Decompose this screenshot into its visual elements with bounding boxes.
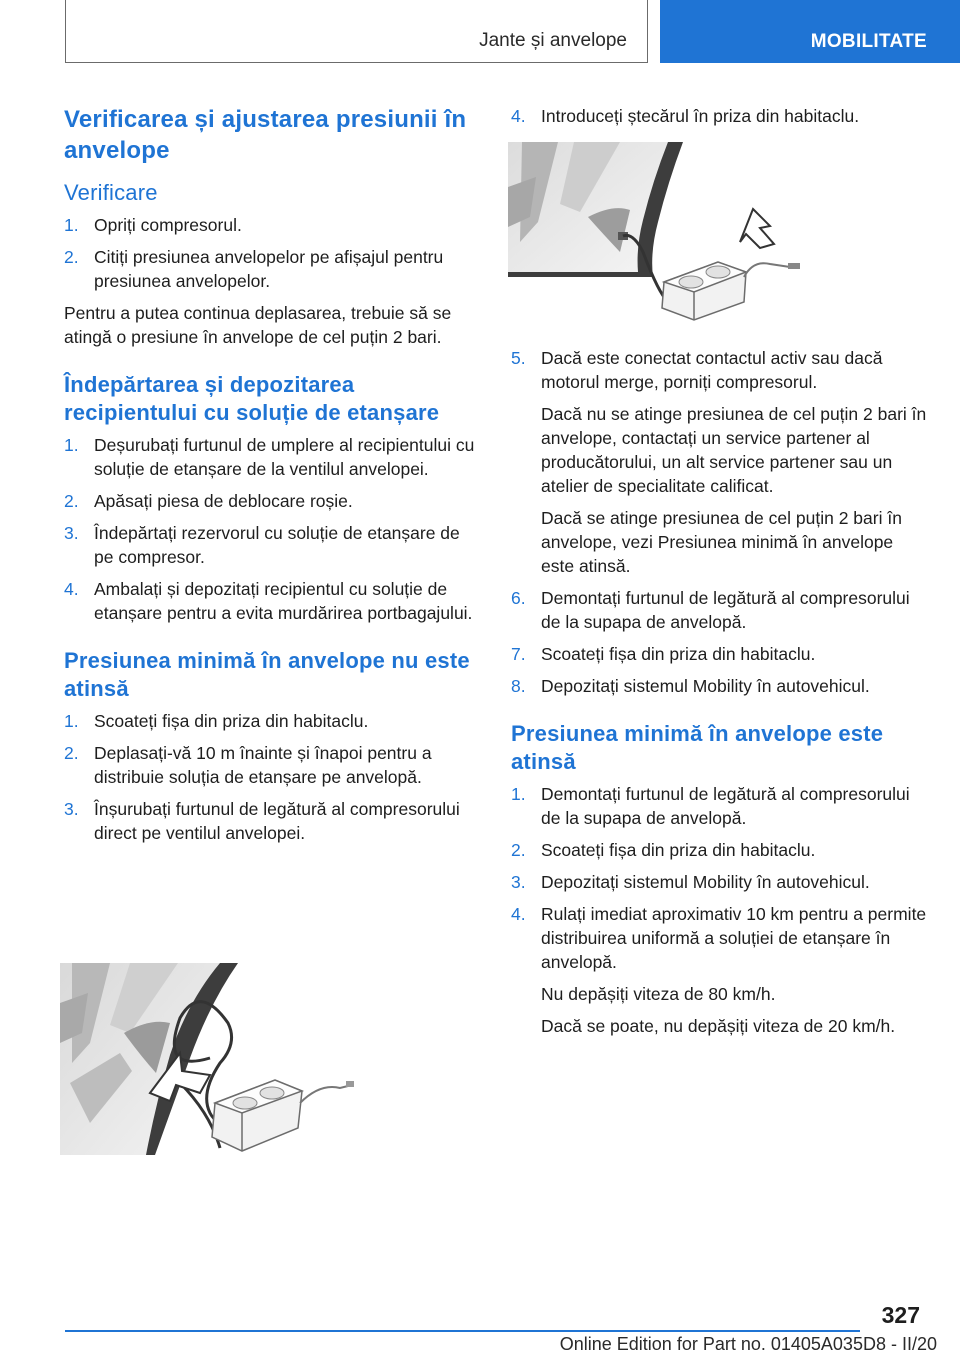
step-text: Scoateți fișa din priza din habitaclu. (94, 711, 369, 731)
section-heading-reached: Presiunea minimă în anvelope este atinsă (511, 721, 884, 774)
step-number: 5. (511, 348, 526, 368)
step-number: 1. (64, 435, 79, 455)
list-item (511, 902, 931, 1038)
step-number: 1. (511, 784, 526, 804)
removal-steps (64, 433, 484, 625)
step-text: Înșurubați furtunul de legătură al compresorului direct pe ventilul anvelopei. (94, 799, 460, 843)
step-text: Ambalați și depozitați recipientul cu soluție de etanșare pentru a evita murdărirea portbagajului. (94, 579, 473, 623)
header-section-title: Jante și anvelope (479, 30, 627, 51)
step-text: Scoateți fișa din priza din habitaclu. (541, 840, 816, 860)
section-heading-removal: Îndepărtarea și depozitarea recipientului cu soluție de etanșare (64, 372, 440, 425)
list-item (511, 870, 931, 894)
page-number: 327 (881, 1302, 920, 1328)
step-number: 2. (64, 491, 79, 511)
continued-steps (511, 104, 931, 128)
step-text: Scoateți fișa din priza din habitaclu. (541, 644, 816, 664)
list-item (64, 245, 484, 293)
wheel-compressor-plug-illustration-icon (508, 142, 806, 328)
list-item (511, 586, 931, 634)
step-text: Rulați imediat aproximativ 10 km pentru a permite distribuirea uniformă a soluției de etanșare în anvelopă. (541, 904, 927, 972)
step-text: Dacă este conectat contactul activ sau dacă motorul merge, porniți compresorul. (541, 348, 883, 392)
after-image-steps (511, 346, 931, 698)
step-number: 6. (511, 588, 526, 608)
step-number: 4. (64, 579, 79, 599)
wheel-compressor-hose-illustration-icon (60, 963, 360, 1155)
list-item (511, 642, 931, 666)
step-number: 3. (64, 799, 79, 819)
step-number: 4. (511, 106, 526, 126)
list-item (511, 838, 931, 862)
step-text: Opriți compresorul. (94, 215, 242, 235)
chapter-tab-label: MOBILITATE (810, 31, 927, 52)
list-item (511, 782, 931, 830)
footer-edition: Online Edition for Part no. 01405A035D8 - II/20 (559, 1334, 937, 1354)
list-item (511, 346, 931, 578)
footer-divider (65, 1330, 860, 1332)
step-text: Apăsați piesa de deblocare roșie. (94, 491, 353, 511)
step-number: 2. (64, 247, 79, 267)
step-number: 3. (511, 872, 526, 892)
list-item (64, 433, 484, 481)
step-number: 1. (64, 711, 79, 731)
step-number: 4. (511, 904, 526, 924)
left-column (64, 104, 484, 853)
step-text: Introduceți ștecărul în priza din habitaclu. (541, 106, 860, 126)
section-heading-check: Verificare (64, 180, 158, 205)
chapter-tab[interactable] (660, 0, 960, 63)
list-item (64, 489, 484, 513)
list-item (64, 577, 484, 625)
step-text: Deșurubați furtunul de umplere al recipientului cu soluție de etanșare de la ventilul anvelopei. (94, 435, 475, 479)
step-text: Dacă nu se atinge presiunea de cel puțin 2 bari în anvelope, contactați un service partener al producătorului, un alt service partener sau un atelier de specialitate calificat. (541, 404, 927, 496)
check-steps (64, 213, 484, 293)
section-heading-not-reached: Presiunea minimă în anvelope nu este atinsă (64, 648, 470, 701)
step-number: 1. (64, 215, 79, 235)
step-text: Demontați furtunul de legătură al compresorului de la supapa de anvelopă. (541, 784, 910, 828)
list-item (64, 797, 484, 845)
check-note: Pentru a putea continua deplasarea, trebuie să se atingă o presiune în anvelope de cel puțin 2 bari. (64, 303, 452, 347)
step-text: Depozitați sistemul Mobility în autovehicul. (541, 872, 870, 892)
list-item (64, 521, 484, 569)
list-item (64, 741, 484, 789)
step-number: 7. (511, 644, 526, 664)
step-text: Nu depășiți viteza de 80 km/h. (541, 984, 776, 1004)
list-item (64, 213, 484, 237)
right-column (511, 104, 931, 1046)
step-text: Dacă se poate, nu depășiți viteza de 20 km/h. (541, 1016, 896, 1036)
step-text: Dacă se atinge presiunea de cel puțin 2 bari în anvelope, vezi Presiunea minimă în anvelope este atinsă. (541, 508, 902, 576)
list-item (511, 104, 931, 128)
step-text: Citiți presiunea anvelopelor pe afișajul pentru presiunea anvelopelor. (94, 247, 444, 291)
step-text: Îndepărtați rezervorul cu soluție de etanșare de pe compresor. (94, 523, 460, 567)
reached-steps (511, 782, 931, 1038)
step-number: 2. (64, 743, 79, 763)
step-number: 3. (64, 523, 79, 543)
not-reached-steps (64, 709, 484, 845)
step-text: Demontați furtunul de legătură al compresorului de la supapa de anvelopă. (541, 588, 910, 632)
step-text: Depozitați sistemul Mobility în autovehicul. (541, 676, 870, 696)
list-item (64, 709, 484, 733)
page-title: Verificarea și ajustarea presiunii în anvelope (64, 106, 467, 164)
step-text: Deplasați-vă 10 m înainte și înapoi pentru a distribuie soluția de etanșare pe anvelopă. (94, 743, 432, 787)
list-item (511, 674, 931, 698)
step-number: 8. (511, 676, 526, 696)
step-number: 2. (511, 840, 526, 860)
